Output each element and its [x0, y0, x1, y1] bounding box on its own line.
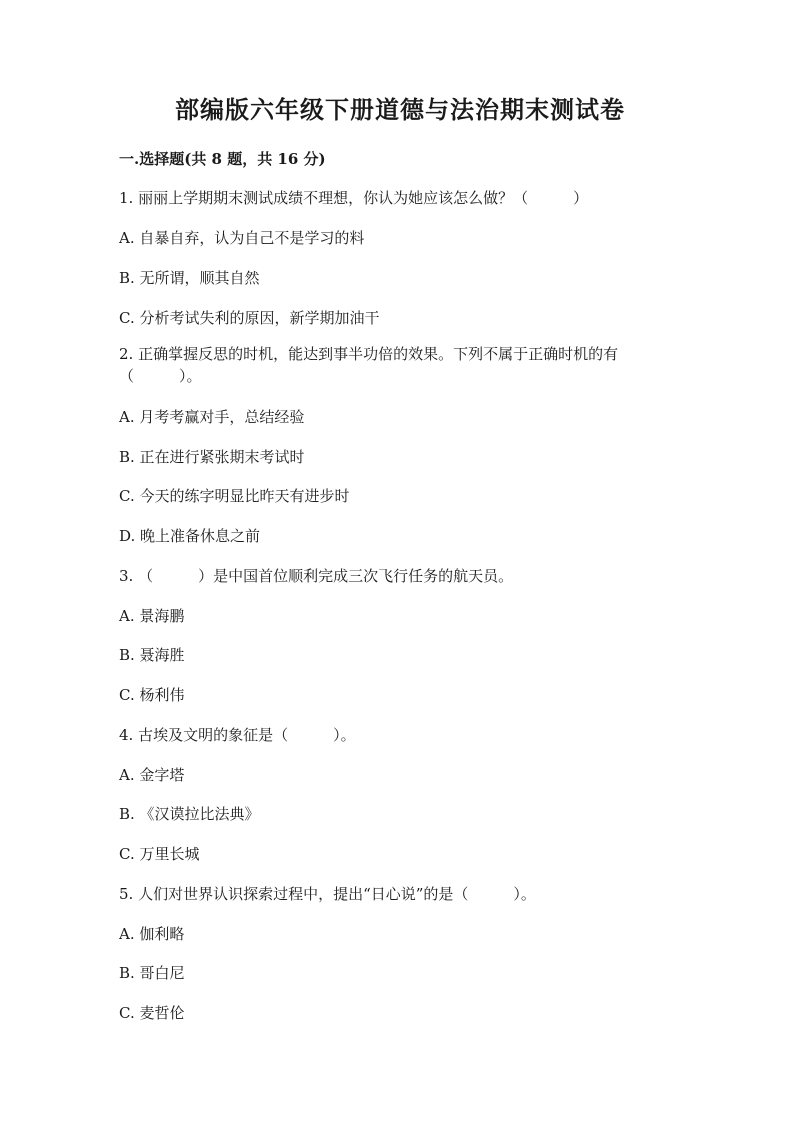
- question-2-option-b: B. 正在进行紧张期末考试时: [119, 448, 305, 466]
- question-3-option-a: A. 景海鹏: [119, 607, 185, 625]
- question-3-option-c: C. 杨利伟: [119, 686, 185, 704]
- question-3-stem: 3. （ ）是中国首位顺利完成三次飞行任务的航天员。: [119, 567, 514, 585]
- question-1-stem: 1. 丽丽上学期期末测试成绩不理想，你认为她应该怎么做？（ ）: [119, 189, 589, 207]
- section-heading: 一.选择题(共 8 题，共 16 分): [119, 150, 326, 168]
- page-title: 部编版六年级下册道德与法治期末测试卷: [175, 95, 625, 124]
- question-4-option-c: C. 万里长城: [119, 845, 200, 863]
- question-5-option-a: A. 伽利略: [119, 925, 185, 943]
- question-3-option-b: B. 聂海胜: [119, 646, 185, 664]
- question-2-option-a: A. 月考考赢对手，总结经验: [119, 408, 305, 426]
- question-4-option-a: A. 金字塔: [119, 766, 185, 784]
- question-4-stem: 4. 古埃及文明的象征是（ ）。: [119, 726, 356, 744]
- question-1-option-b: B. 无所谓，顺其自然: [119, 269, 260, 287]
- question-1-option-c: C. 分析考试失利的原因，新学期加油干: [119, 309, 380, 327]
- question-5-stem: 5. 人们对世界认识探索过程中，提出“日心说”的是（ ）。: [119, 885, 536, 903]
- question-2-option-d: D. 晚上准备休息之前: [119, 527, 261, 545]
- question-2-option-c: C. 今天的练字明显比昨天有进步时: [119, 487, 350, 505]
- question-4-option-b: B. 《汉谟拉比法典》: [119, 805, 260, 823]
- question-2-stem: 2. 正确掌握反思的时机，能达到事半功倍的效果。下列不属于正确时机的有（ ）。: [119, 345, 619, 385]
- question-5-option-c: C. 麦哲伦: [119, 1004, 185, 1022]
- question-1-option-a: A. 自暴自弃，认为自己不是学习的料: [119, 229, 365, 247]
- question-5-option-b: B. 哥白尼: [119, 964, 185, 982]
